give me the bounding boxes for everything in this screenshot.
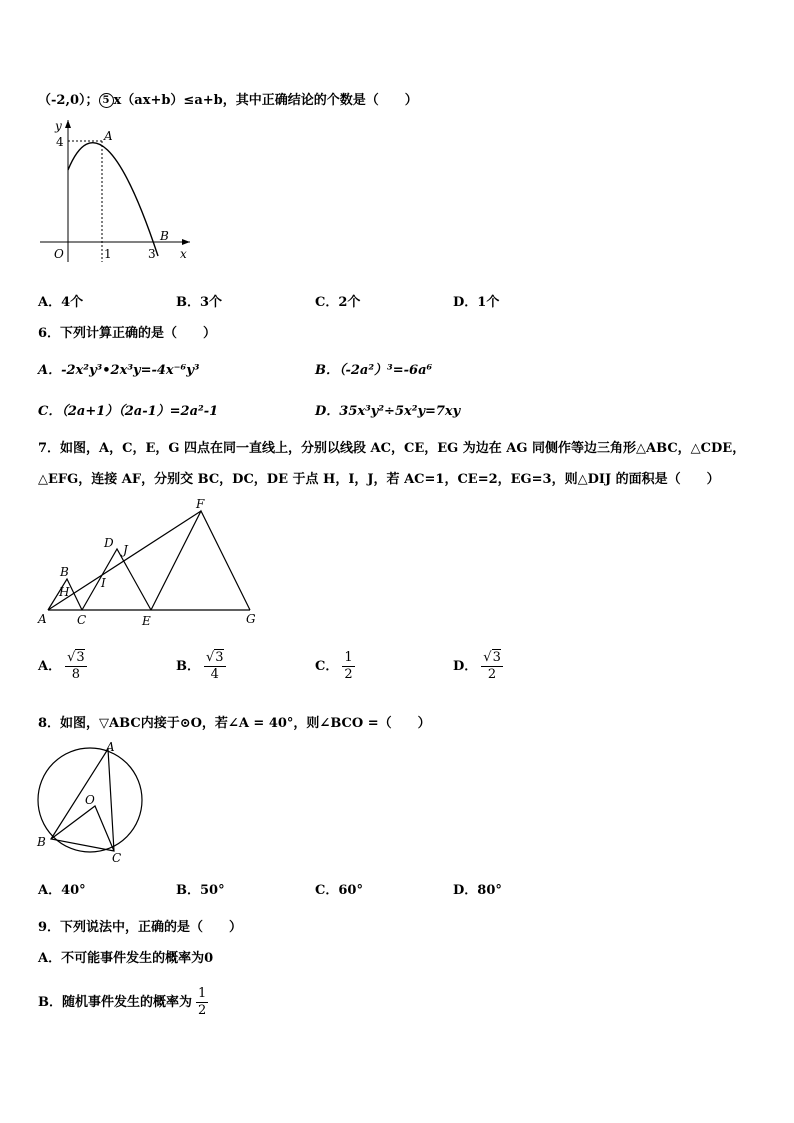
- label-y: y: [55, 119, 62, 133]
- fraction-one-half: $\frac{1}{2}$: [198, 986, 207, 1018]
- label-x: x: [180, 247, 187, 261]
- q5-line-suffix: x（ax+b）≤a+b，其中正确结论的个数是（ ）: [113, 93, 418, 108]
- segments-BO-OC: [51, 806, 114, 851]
- label-1: 1: [104, 247, 112, 261]
- triangle-EFG: [151, 511, 250, 610]
- q5-line-prefix: （-2,0）；: [38, 93, 99, 108]
- q9-stem: 9．下列说法中，正确的是（ ）: [38, 920, 243, 935]
- q9-option-b-text: B．随机事件发生的概率为: [38, 995, 192, 1010]
- q8-option-b[interactable]: B．50°: [176, 883, 225, 898]
- label-G: G: [246, 612, 256, 626]
- line-AF: [48, 511, 201, 610]
- option-letter: D．: [453, 659, 478, 674]
- label-A: A: [104, 129, 113, 143]
- q6-stem: 6．下列计算正确的是（ ）: [38, 326, 217, 341]
- q5-condition-line: [38, 89, 418, 108]
- q7-option-c[interactable]: [315, 650, 355, 683]
- x-axis-arrow-icon: [182, 239, 190, 245]
- fraction: $\frac{1}{2}$: [344, 650, 353, 682]
- label-A: A: [106, 740, 115, 754]
- option-letter: A．: [38, 659, 62, 674]
- q9-option-a[interactable]: A．不可能事件发生的概率为0: [38, 951, 214, 966]
- label-A: A: [38, 612, 47, 626]
- label-E: E: [142, 614, 151, 628]
- q7-triangles-figure: [30, 495, 270, 635]
- parabola-curve: [68, 143, 158, 256]
- label-C: C: [112, 851, 122, 865]
- q7-option-b[interactable]: [176, 650, 226, 683]
- label-3: 3: [148, 247, 156, 261]
- triangle-ABC: [51, 749, 114, 851]
- q7-option-d[interactable]: [453, 650, 503, 683]
- label-I: I: [101, 576, 106, 590]
- q5-option-d[interactable]: D．1个: [453, 295, 500, 310]
- label-origin: O: [54, 247, 64, 261]
- option-letter: B．: [176, 659, 200, 674]
- fraction: $\frac{√3}{2}$: [483, 650, 501, 682]
- label-4: 4: [56, 135, 64, 149]
- q6-option-a[interactable]: A．-2x²y³•2x³y=-4x⁻⁶y³: [38, 363, 200, 378]
- label-H: H: [59, 585, 70, 599]
- label-D: D: [104, 536, 114, 550]
- q6-option-b[interactable]: B．（-2a²）³=-6a⁶: [315, 363, 433, 378]
- q6-option-c[interactable]: C．（2a+1）（2a-1）=2a²-1: [38, 404, 219, 419]
- q8-stem: 8．如图，▽ABC内接于⊙O，若∠A = 40°，则∠BCO =（ ）: [38, 716, 431, 731]
- label-J: J: [123, 543, 128, 557]
- q8-option-d[interactable]: D．80°: [453, 883, 502, 898]
- y-axis-arrow-icon: [65, 120, 71, 128]
- q6-option-d[interactable]: D．35x³y²÷5x²y=7xy: [315, 404, 461, 419]
- label-B: B: [160, 229, 169, 243]
- label-C: C: [77, 613, 87, 627]
- q7-stem-line1: 7．如图，A，C，E，G 四点在同一直线上，分别以线段 AC，CE，EG 为边在 AG 同侧作等边三角形△ABC，△CDE，: [38, 441, 746, 456]
- option-letter: C．: [315, 659, 339, 674]
- q5-option-a[interactable]: A．4个: [38, 295, 84, 310]
- label-B: B: [60, 565, 69, 579]
- q9-option-b[interactable]: [38, 986, 208, 1019]
- circled-number-five: 5: [99, 93, 114, 108]
- fraction: $\frac{√3}{4}$: [206, 650, 224, 682]
- label-B: B: [37, 835, 46, 849]
- q7-stem-line2: △EFG，连接 AF，分别交 BC，DC，DE 于点 H，I，J，若 AC=1，CE=2，EG=3，则△DIJ 的面积是（ ）: [38, 472, 720, 487]
- label-F: F: [196, 497, 205, 511]
- q7-option-a[interactable]: [38, 650, 87, 683]
- q5-parabola-graph: [30, 112, 200, 270]
- q5-option-b[interactable]: B．3个: [176, 295, 223, 310]
- q8-circle-figure: [30, 738, 160, 868]
- q5-option-c[interactable]: C．2个: [315, 295, 361, 310]
- q8-option-a[interactable]: A．40°: [38, 883, 86, 898]
- fraction: $\frac{√3}{8}$: [67, 650, 85, 682]
- triangle-CDE: [82, 549, 151, 610]
- q8-option-c[interactable]: C．60°: [315, 883, 363, 898]
- label-O: O: [85, 793, 95, 807]
